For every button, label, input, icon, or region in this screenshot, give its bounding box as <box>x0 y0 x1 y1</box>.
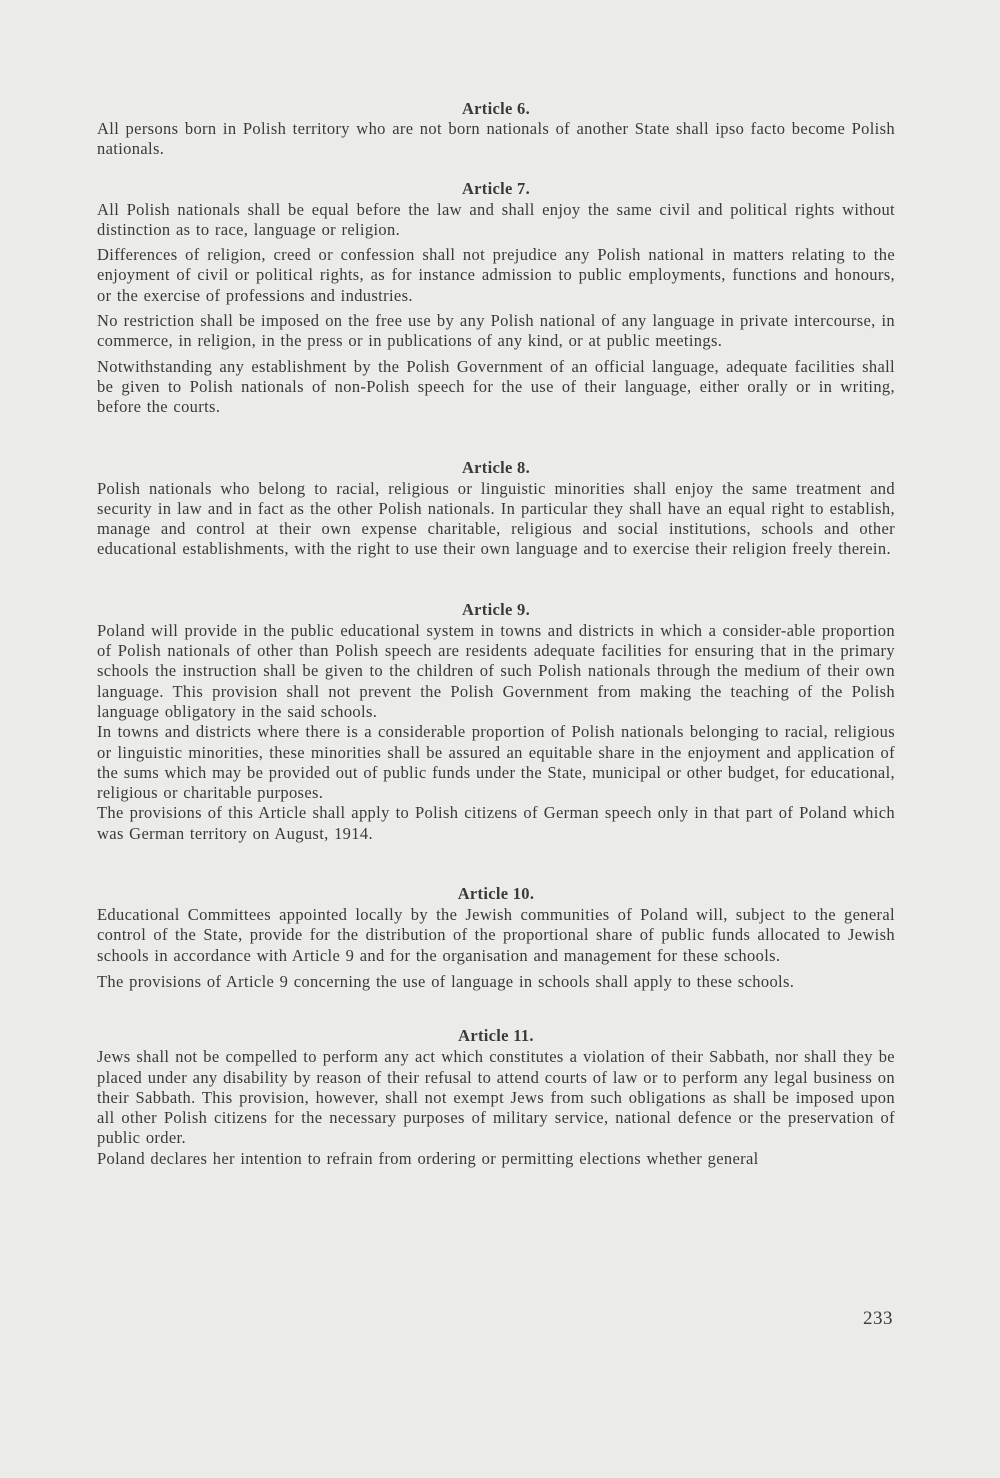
article-6 <box>97 99 895 160</box>
article-heading: Article 9. <box>461 599 531 619</box>
article-heading: Article 8. <box>461 457 531 477</box>
article-paragraph: Poland declares her intention to refrain from ordering or permitting elections whether general <box>97 1148 759 1168</box>
article-paragraph: Educational Committees appointed locally by the Jewish communities of Poland will, subject to the general control of the State, provide for the distribution of the proportional share of public funds allocated to Jewish schools in accordance with Article 9 and for the organisation and management for these schools. <box>97 905 895 965</box>
article-heading: Article 7. <box>461 178 531 198</box>
article-heading: Article 10. <box>457 884 535 904</box>
article-paragraph: All Polish nationals shall be equal before the law and shall enjoy the same civil and political rights without distinction as to race, language or religion. <box>97 199 895 239</box>
article-paragraph: The provisions of Article 9 concerning the use of language in schools shall apply to these schools. <box>97 971 795 991</box>
article-paragraph: In towns and districts where there is a considerable proportion of Polish nationals belonging to racial, religious or linguistic minorities, these minorities shall be assured an equitable share in the enjoyment and application of the sums which may be provided out of public funds under the State, municipal or other budget, for educational, religious or charitable purposes. <box>97 722 895 803</box>
article-paragraph: All persons born in Polish territory who are not born nationals of another State shall ipso facto become Polish nationals. <box>97 119 895 159</box>
article-paragraph: Poland will provide in the public educational system in towns and districts in which a consider-able proportion of Polish nationals of other than Polish speech are residents adequate facilities for ensuring that in the primary schools the instruction shall be given to the children of such Polish nationals through the medium of their own language. This provision shall not prevent the Polish Government from making the teaching of the Polish language obligatory in the said schools. <box>97 620 895 721</box>
body-text <box>97 99 895 1169</box>
article-11 <box>97 1026 895 1169</box>
article-paragraph: The provisions of this Article shall apply to Polish citizens of German speech only in that part of Poland which was German territory on August, 1914. <box>97 803 895 843</box>
page-number: 233 <box>863 1308 893 1329</box>
article-paragraph: Notwithstanding any establishment by the Polish Government of an official language, adequate facilities shall be given to Polish nationals of non-Polish speech for the use of their language, either orally or in writing, before the courts. <box>97 356 895 417</box>
article-10 <box>97 884 895 992</box>
article-paragraph: No restriction shall be imposed on the free use by any Polish national of any language in private intercourse, in commerce, in religion, in the press or in publications of any kind, or at public meetings. <box>97 311 895 351</box>
article-heading: Article 6. <box>461 99 531 118</box>
article-heading: Article 11. <box>458 1026 534 1046</box>
article-paragraph: Polish nationals who belong to racial, religious or linguistic minorities shall enjoy the same treatment and security in law and in fact as the other Polish nationals. In particular they shall have an equal right to establish, manage and control at their own expense charitable, religious and social institutions, schools and other educational establishments, with the right to use their own language and to exercise their religion freely therein. <box>97 478 895 559</box>
article-9 <box>97 600 895 844</box>
article-8 <box>97 458 895 560</box>
article-7 <box>97 179 895 418</box>
article-paragraph: Jews shall not be compelled to perform any act which constitutes a violation of their Sabbath, nor shall they be placed under any disability by reason of their refusal to attend courts of law or to perform any legal business on their Sabbath. This provision, however, shall not exempt Jews from such obligations as shall be imposed upon all other Polish citizens for the necessary purposes of military service, national defence or the preservation of public order. <box>97 1047 895 1148</box>
article-paragraph: Differences of religion, creed or confession shall not prejudice any Polish national in matters relating to the enjoyment of civil or political rights, as for instance admission to public employments, functions and honours, or the exercise of professions and industries. <box>97 245 895 305</box>
